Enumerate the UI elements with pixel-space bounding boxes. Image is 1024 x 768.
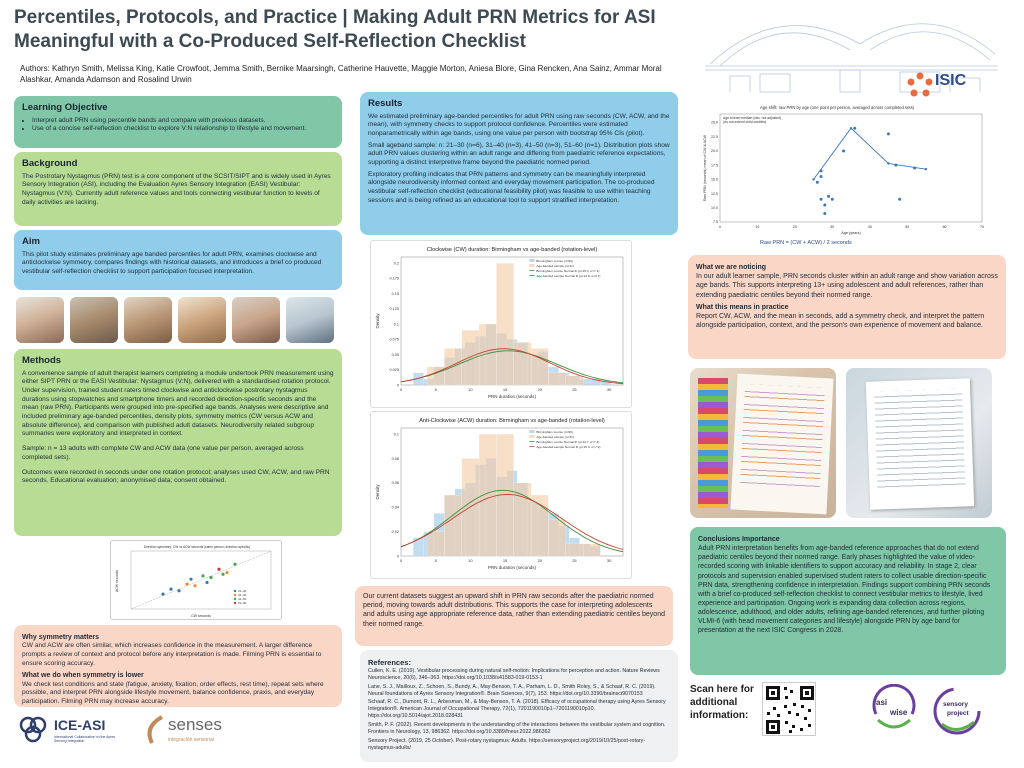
histogram-bar [514,483,531,556]
senses-logo [142,713,292,757]
symmetry-text-2: We check test conditions and state (fatigue, anxiety, fixation, order effects, rest time), repeat sets where possible, and interpret PRN alongside lifestyle movement, balance confidence, praxis, and everyday participation. Filming PRN may increase accuracy. [22,680,324,705]
age-chart-median-marker [887,162,889,164]
reference-item: Schaaf, R. C., Dumont, R. L., Arbesman, M., & May-Benson, T. A. (2018). Efficacy of occupational therapy using Ayres Sensory Integration®. American Journal of Occupational Therapy, 72(1), 7201190010p1–7201190010p10. https://doi.org/10.5014/ajot.2018.028431 [368,699,666,720]
histogram-ytick: 0 [396,554,399,559]
results-box [360,92,678,235]
age-chart-point [820,175,823,178]
histogram-ytick: 0.1 [393,322,399,327]
histogram-xtick: 15 [502,387,508,392]
markers-image [698,378,728,508]
symmetry-legend-marker [234,590,236,592]
handwritten-checklist-photo [690,368,836,518]
age-chart-xtick: 50 [905,225,910,229]
sensory-project-logo-sensory: sensory [943,701,968,708]
histogram-ytick: 0.05 [391,352,399,357]
histogram-legend-entry: Age-banded sample Normal fit (μ=15.3, σ=7.9) [536,444,601,449]
symmetry-lower-heading: What we do when symmetry is lower [22,672,144,680]
age-chart-xtick: 60 [942,225,947,229]
senses-logo-text: senses [168,715,222,734]
age-chart-point [816,181,819,184]
histogram-ytick: 0.025 [389,368,399,373]
methods-text-1: A convenience sample of adult therapist learners completing a module undertook PRN measurement using either SIPT PRN or the EASI Vestibular: Nystagmus (V:N), delivered with a standardised rotation protocol. Under supervision, trained student raters timed clockwise and anticlockwise postrotary nystagmus durations using stopwatches and smartphone timers and recorded direction-specific seconds and the mean (raw PRN). Participants were grouped into pre-specified age bands. Analyses were descriptive and included preliminary age-banded percentiles, density plots, symmetry metrics (CW versus ACW and absolute difference), and comparison with published adult datasets. Neurodiversity related subgroup summaries were exploratory and interpreted in context. [22,369,334,438]
histogram-legend-entry: Age-banded sample (n=31) [536,263,574,268]
symmetry-text-1: CW and ACW are often similar, which increases confidence in the measurement. A larger difference prompts a review of context and protocol before any interpretation is made. Filming PRN is essential to ensure scoring accuracy. [22,642,322,667]
reference-item: Lane, S. J., Mailloux, Z., Schoen, S., Bundy, A., May-Benson, T. A., Parham, L. D., Smith Roley, S., & Schaaf, R. C. (2019). Neural foundations of Ayres Sensory Integration®. Brain Sciences, 9(7), 153. https://doi.org/10.3390/brainsci9070153 [368,683,656,697]
symmetry-legend-entry: 41–50 [238,597,247,602]
histogram-xtick: 10 [468,558,473,563]
acw-histogram [371,412,633,580]
age-chart-median-marker [812,178,814,180]
age-chart-ytick: 20.0 [711,149,718,154]
poster-title: Percentiles, Protocols, and Practice | Making Adult PRN Metrics for ASI Meaningful with a Co-Produced Self-Reflection Checklist [14,7,656,53]
age-chart-median-marker [850,127,852,129]
histogram-ytick: 0 [396,383,399,388]
histogram-legend-entry: Birmingham course Normal fit (μ=14.7, σ=7.4) [536,439,600,444]
histogram-bar [427,532,444,556]
histogram-legend-entry: Age-banded sample Normal fit (μ=14.8, σ=6.7) [536,273,601,278]
histogram-bar [462,330,479,385]
histogram-ytick: 0.1 [393,432,399,437]
symmetry-legend-marker [234,598,236,600]
current-datasets-box [355,586,673,646]
histogram-bar [566,376,583,385]
isic-logo [905,70,975,100]
references-heading: References: [368,658,411,667]
histogram-xtick: 30 [606,558,612,563]
histogram-ytick: 0.06 [391,481,399,486]
histogram-ylabel: Density [375,484,380,500]
list-item: • Use of a concise self-reflection checklist to explore V:N relationship to lifestyle and movement. [32,125,334,134]
histogram-xtick: 30 [606,387,612,392]
age-chart-point [913,167,916,170]
age-chart-point [820,198,823,201]
printed-checklist-sheet [866,378,974,510]
symmetry-point [209,576,212,579]
symmetry-point [225,571,228,574]
histogram-xtick: 20 [537,558,542,563]
histogram-bar [479,434,496,556]
age-chart-ytick: 15.0 [711,177,718,182]
histogram-xtick: 5 [434,558,437,563]
sensory-project-logo [930,684,984,738]
senses-swirl-icon [142,713,166,747]
histogram-bar [514,342,531,385]
ice-asi-logo-sub: International Collaborative on the Ayres Sensory Integration [54,735,116,743]
age-chart-ytick: 17.5 [711,163,718,168]
cw-histogram-card [370,240,632,408]
participant-photo-4 [178,297,226,343]
histogram-bar [531,348,548,385]
learning-objective-heading: Learning Objective [22,102,108,113]
symmetry-point [217,568,220,571]
practice-text: Report CW, ACW, and the mean in seconds, add a symmetry check, and interpret the pattern alongside participation, context, and the person's own experience of movement and balance. [696,313,985,330]
list-item: • Interpret adult PRN using percentile bands and compare with previous datasets. [32,117,334,126]
learning-objective-box [14,96,342,148]
isic-flower-icon [905,70,935,100]
histogram-xtick: 25 [572,558,577,563]
age-chart-title: Age shift: raw PRN by age (one point per person, averaged across completed sets) [760,105,915,110]
symmetry-chart-title: Direction symmetry: CW vs ACW seconds (same person; direction-specific) [143,545,251,549]
aim-text: This pilot study estimates preliminary age banded percentiles for adult PRN, examines clockwise and anticlockwise symmetry, compares findings with historical datasets, and introduces a brief co produced vestibular self-reflection checklist to support participation focused interpretation. [22,250,322,275]
symmetry-chart-xlabel: CW seconds [191,614,211,618]
histogram-legend-entry: Birmingham course Normal fit (μ=15.4, σ=7.1) [536,268,600,273]
age-chart-ytick: 22.5 [711,134,718,139]
histogram-legend-swatch [529,264,534,267]
reference-item: Sensory Project. (2019, 25 October). Post-rotary nystagmus: Adults. https://sensoryproject.org/2019/10/25/post-rotary-nystagmus-adults/ [368,737,646,751]
symmetry-chart [111,541,283,621]
asi-wise-logo-asi: asi [876,698,888,707]
background-heading: Background [22,158,78,169]
age-chart-median-line [814,128,926,179]
symmetry-point [161,592,164,595]
symmetry-point [205,581,208,584]
results-heading: Results [368,98,403,109]
noticing-text: In our adult learner sample, PRN seconds cluster within an adult range and show variation across age bands. This supports interpreting 13+ using adolescent and adult references, rather than extending paediatric centiles beyond their normed range. [696,273,998,299]
participant-photo-3 [124,297,172,343]
symmetry-point [177,589,180,592]
histogram-ytick: 0.125 [389,307,399,312]
results-text-1: We estimated preliminary age-banded percentiles for adult PRN using raw seconds (CW, ACW, and the mean), with symmetry checks to support protocol confidence. Percentiles were estimated nonparametrically within age bands, using one value per person with bootstrap 95% CIs (pilot). [368,112,670,137]
acw-histogram-card [370,411,632,579]
printed-checklist-photo [846,368,992,518]
histogram-ytick: 0.175 [389,276,399,281]
age-chart-caption: Raw PRN = (CW + ACW) / 2 seconds [760,240,852,246]
senses-logo-sub: integración sensorial [168,737,214,743]
histogram-bar [413,538,423,556]
participant-photo-5 [232,297,280,343]
age-chart-point [853,127,856,130]
symmetry-point [189,578,192,581]
age-chart-point [887,132,890,135]
symmetry-legend-entry: 31–40 [238,593,247,598]
aim-heading: Aim [22,236,40,247]
practice-heading: What this means in practice [696,303,789,311]
ice-asi-logo-text: ICE-ASI [54,717,106,733]
qr-code[interactable] [762,682,816,736]
histogram-legend-swatch [529,259,534,262]
histogram-bar [427,367,444,385]
histogram-ytick: 0.075 [389,337,399,342]
symmetry-point [221,573,224,576]
methods-sample: Sample: n = 13 adults with complete CW and ACW data (one value per person, averaged across completed sets). [22,445,304,461]
age-chart-xtick: 10 [755,225,760,229]
isic-logo-text: ISIC [935,72,967,89]
histogram-legend-entry: Birmingham course (n=96) [536,429,573,434]
noticing-box [688,255,1006,359]
age-chart-legend: Age-binned median (dev. not adjusted) [723,116,782,120]
results-text-3: Exploratory profiling indicates that PRN patterns and symmetry can be meaningfully interpreted alongside neurodiversity informed context and everyday movement participation. The co-produced vestibular self-reflection checklist (educational feasibility pilot) was feasible to use within teaching sessions and is being refined as an educational tool to support stratified interpretation. [368,170,655,204]
symmetry-legend-marker [234,602,236,604]
age-chart-xlabel: Age (years) [841,231,861,235]
histogram-xtick: 20 [537,387,542,392]
age-chart-point [820,169,823,172]
symmetry-legend-entry: 21–30 [238,589,247,594]
background-text: The Postrotary Nystagmus (PRN) test is a core component of the SCSIT/SIPT and is widely used in Ayres Sensory Integration (ASI), including the Evaluation Ayres Sensory Integration (EASI) Vestibular: Nystagmus (V:N). Currently adult reference values and tools connecting vestibular function to levels of daily activities are lacking. [22,172,331,206]
methods-heading: Methods [22,355,62,366]
symmetry-point [169,588,172,591]
histogram-legend-entry: Age-banded sample (n=31) [536,434,574,439]
age-shift-chart-card [680,100,1000,250]
reference-item: Cullen, K. E. (2019). Vestibular processing during natural self-motion: Implications for perception and action. Nature Reviews Neuroscience, 20(6), 346–363. https://doi.org/10.1038/s41583-019-0153-1 [368,667,660,681]
histogram-xlabel: PRN duration (seconds) [487,394,537,399]
age-chart-ytick: 10.0 [711,205,718,210]
participant-photo-1 [16,297,64,343]
conclusions-box [690,527,1006,675]
checklist-sheet [731,374,834,515]
histogram-bar [583,544,600,556]
histogram-bar [548,373,565,385]
current-datasets-text: Our current datasets suggest an upward shift in PRN raw seconds after the paediatric normed period, moving towards adult distributions. This supports the case for interpreting adolescents and adults using age appropriate reference data, rather than extending paediatric centiles beyond their normed range. [363,593,665,628]
symmetry-legend-entry: 51–60 [238,601,247,606]
age-chart-xtick: 30 [830,225,835,229]
symmetry-point [201,574,204,577]
references-box [360,650,678,762]
age-chart-point [898,198,901,201]
asi-wise-logo-wise: wise [890,708,908,717]
aim-box [14,230,342,290]
qr-code-icon [763,683,817,737]
sensory-project-logo-project: project [947,710,969,717]
histogram-xtick: 25 [572,387,577,392]
checklist-writing [740,384,825,488]
methods-box [14,349,342,536]
cw-histogram [371,241,633,409]
histogram-bar [496,263,513,385]
symmetry-box [14,625,342,707]
printed-checklist-lines [874,388,965,491]
histogram-xtick: 5 [434,387,437,392]
symmetry-point [193,584,196,587]
age-chart-xtick: 40 [867,225,872,229]
histogram-ytick: 0.2 [393,261,399,266]
age-chart-ytick: 12.5 [711,191,718,196]
symmetry-legend-marker [234,594,236,596]
age-chart-xtick: 70 [980,225,984,229]
noticing-heading: What we are noticing [696,264,767,271]
histogram-xlabel: PRN duration (seconds) [487,565,537,570]
age-chart-point [827,195,830,198]
histogram-ytick: 0.15 [391,291,399,296]
histogram-xtick: 15 [502,558,508,563]
age-chart-ylabel: Raw PRN (seconds) mean of CW & ACW [703,134,707,202]
histogram-title: Clockwise (CW) duration: Birmingham vs age-banded (rotation-level) [426,247,598,253]
age-chart-point [894,164,897,167]
participant-photo-6 [286,297,334,343]
ice-asi-logo [18,713,128,757]
histogram-ytick: 0.02 [391,529,399,534]
histogram-ytick: 0.08 [391,456,399,461]
age-chart-point [823,212,826,215]
symmetry-chart-card [110,540,282,620]
histogram-bar [444,495,461,556]
authors: Authors: Kathryn Smith, Melissa King, Katie Crowfoot, Jemma Smith, Bernike Maarsingh, Catherine Hauvette, Maggie Morton, Aniesa Blore, Gina Rencken, Ana Sainz, Ammar Moral Alashkar, Amanda Adamson and Rosalind Urwin [20,64,662,84]
histogram-legend-swatch [529,435,534,438]
age-chart-point [842,149,845,152]
age-chart-ytick: 7.5 [713,220,718,225]
histogram-bar [548,519,565,556]
age-chart-frame [720,114,982,222]
methods-outcomes: Outcomes were recorded in seconds under one rotation protocol; analyses used CW, ACW, and raw PRN seconds. Educational evaluation; anonymised data; consent obtained. [22,468,330,485]
conclusions-heading: Conclusions Importance [698,536,780,543]
symmetry-heading: Why symmetry matters [22,634,100,641]
histogram-title: Anti-Clockwise (ACW) duration: Birmingham vs age-banded (rotation-level) [419,418,605,424]
histogram-bar [566,544,583,556]
histogram-ytick: 0.04 [391,505,399,510]
results-text-2: Small ageband sample: n: 21–30 (n=6), 31–40 (n=3), 41–50 (n=3), 51–60 (n=1). Distribution plots show adult PRN values clustering within an adult range and differing from paediatric reference expectations, supporting a distinct interpretive frame beyond the paediatric normed period. [368,141,670,167]
age-chart-point [823,203,826,206]
histogram-xtick: 0 [399,558,403,563]
histogram-xtick: 0 [399,387,403,392]
age-shift-chart [680,100,1000,250]
background-box [14,152,342,226]
symmetry-point [185,583,188,586]
asi-wise-logo [868,684,920,736]
ice-asi-rings-icon [18,713,52,747]
age-chart-xtick: 0 [719,225,721,229]
histogram-legend-swatch [529,430,534,433]
histogram-legend-entry: Birmingham course (n=96) [536,258,573,263]
learning-objective-list [22,117,334,134]
age-chart-point [831,198,834,201]
age-chart-ytick: 25.0 [711,120,718,125]
age-chart-median-marker [925,168,927,170]
participant-photo-2 [70,297,118,343]
histogram-ylabel: Density [375,313,380,329]
symmetry-chart-ylabel: ACW seconds [115,569,119,593]
reference-item: Smith, P. F. (2022). Recent developments in the understanding of the interactions between the vestibular system and cognition. Frontiers in Neurology, 13, 986362. https://doi.org/10.3389/fneur.2022.986362 [368,722,666,735]
conclusions-text: Adult PRN interpretation benefits from age-banded reference approaches that do not extend paediatric centiles beyond their normed range. Early phases highlighted the value of video-recorded scoring with linkable identifiers to support accuracy and reliability. In stage 2, clear protocols and supervision enabled supervised student raters to collect usable direction-specific PRN data, strengthening confidence in interpretation. Findings support combining PRN seconds with a brief co-produced self-reflection checklist to connect vestibular metrics to lifestyle, lived experience and participation. Ongoing work is expanding data collection across regions, adolescence, adulthood, and older adults, refining age-banded references, and further piloting VLMI-6 (with head movement categories and lifestyle) alongside PRN by age band for presentation at the next ISIC Congress in 2028. [698,545,991,635]
scan-text: Scan here for additional information: [690,684,754,721]
histogram-xtick: 10 [468,387,473,392]
histogram-bar [479,324,496,385]
age-chart-legend: (do not extend child centiles) [723,120,767,124]
symmetry-point [233,563,236,566]
age-chart-xtick: 20 [792,225,797,229]
